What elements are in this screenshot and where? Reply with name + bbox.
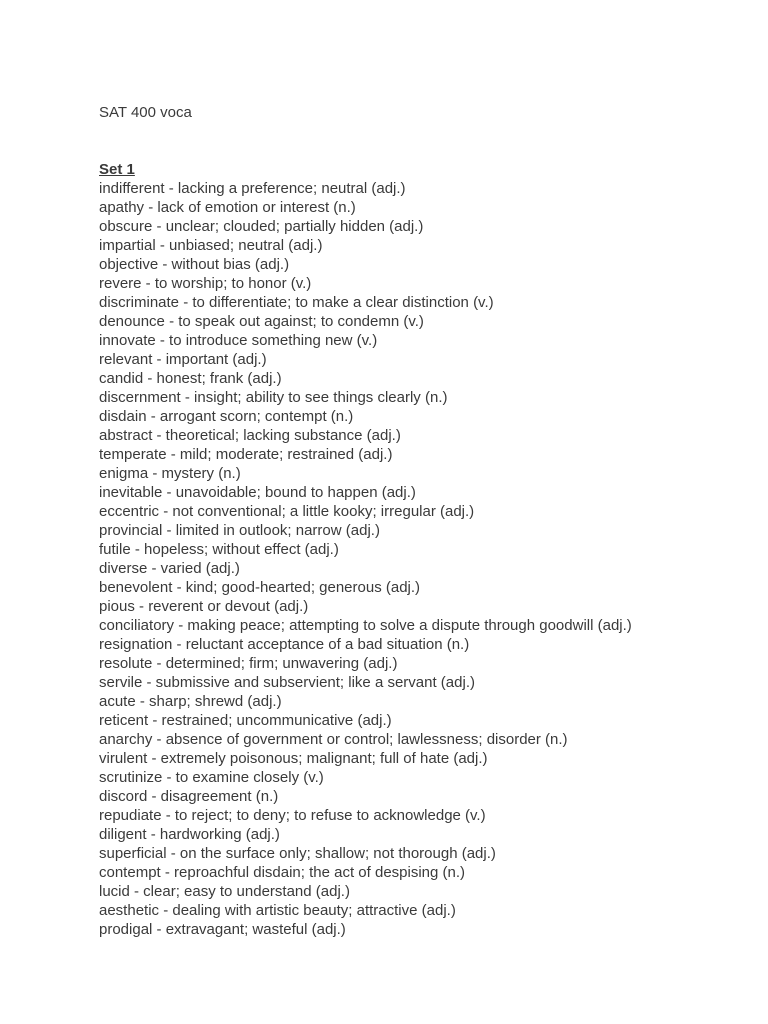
vocabulary-entry: enigma - mystery (n.) <box>99 465 241 482</box>
vocabulary-entry: aesthetic - dealing with artistic beauty; attractive (adj.) <box>99 902 456 919</box>
vocabulary-entry: obscure - unclear; clouded; partially hidden (adj.) <box>99 218 424 235</box>
vocabulary-entry: scrutinize - to examine closely (v.) <box>99 769 324 786</box>
vocabulary-entry: provincial - limited in outlook; narrow (adj.) <box>99 522 380 539</box>
vocabulary-entry: discord - disagreement (n.) <box>99 788 279 805</box>
vocabulary-entry: diligent - hardworking (adj.) <box>99 826 280 843</box>
vocabulary-entry: superficial - on the surface only; shallow; not thorough (adj.) <box>99 845 496 862</box>
vocabulary-entry: servile - submissive and subservient; like a servant (adj.) <box>99 674 475 691</box>
vocabulary-entry: futile - hopeless; without effect (adj.) <box>99 541 339 558</box>
vocabulary-entry: apathy - lack of emotion or interest (n.) <box>99 199 356 216</box>
vocabulary-entry: abstract - theoretical; lacking substance (adj.) <box>99 427 401 444</box>
vocabulary-list <box>99 179 659 939</box>
vocabulary-entry: relevant - important (adj.) <box>99 351 267 368</box>
vocabulary-entry: resignation - reluctant acceptance of a bad situation (n.) <box>99 636 470 653</box>
vocabulary-entry: inevitable - unavoidable; bound to happen (adj.) <box>99 484 416 501</box>
vocabulary-entry: contempt - reproachful disdain; the act of despising (n.) <box>99 864 466 881</box>
document-title: SAT 400 voca <box>99 104 192 121</box>
vocabulary-entry: discernment - insight; ability to see things clearly (n.) <box>99 389 448 406</box>
vocabulary-entry: candid - honest; frank (adj.) <box>99 370 282 387</box>
vocabulary-entry: diverse - varied (adj.) <box>99 560 240 577</box>
vocabulary-entry: objective - without bias (adj.) <box>99 256 290 273</box>
vocabulary-entry: denounce - to speak out against; to condemn (v.) <box>99 313 424 330</box>
vocabulary-entry: innovate - to introduce something new (v.) <box>99 332 378 349</box>
vocabulary-entry: reticent - restrained; uncommunicative (adj.) <box>99 712 392 729</box>
vocabulary-entry: discriminate - to differentiate; to make a clear distinction (v.) <box>99 294 494 311</box>
vocabulary-entry: temperate - mild; moderate; restrained (adj.) <box>99 446 393 463</box>
vocabulary-entry: acute - sharp; shrewd (adj.) <box>99 693 282 710</box>
vocabulary-entry: anarchy - absence of government or control; lawlessness; disorder (n.) <box>99 731 568 748</box>
vocabulary-entry: impartial - unbiased; neutral (adj.) <box>99 237 323 254</box>
vocabulary-entry: eccentric - not conventional; a little kooky; irregular (adj.) <box>99 503 475 520</box>
vocabulary-entry: virulent - extremely poisonous; malignant; full of hate (adj.) <box>99 750 488 767</box>
vocabulary-entry: revere - to worship; to honor (v.) <box>99 275 312 292</box>
vocabulary-entry: disdain - arrogant scorn; contempt (n.) <box>99 408 354 425</box>
vocabulary-entry: repudiate - to reject; to deny; to refuse to acknowledge (v.) <box>99 807 486 824</box>
vocabulary-entry: indifferent - lacking a preference; neutral (adj.) <box>99 180 406 197</box>
vocabulary-entry: lucid - clear; easy to understand (adj.) <box>99 883 350 900</box>
vocabulary-entry: prodigal - extravagant; wasteful (adj.) <box>99 921 346 938</box>
vocabulary-entry: resolute - determined; firm; unwavering (adj.) <box>99 655 398 672</box>
vocabulary-entry: conciliatory - making peace; attempting to solve a dispute through goodwill (adj.) <box>99 617 632 634</box>
vocabulary-entry: benevolent - kind; good-hearted; generous (adj.) <box>99 579 421 596</box>
vocabulary-entry: pious - reverent or devout (adj.) <box>99 598 309 615</box>
set-heading: Set 1 <box>99 161 135 178</box>
